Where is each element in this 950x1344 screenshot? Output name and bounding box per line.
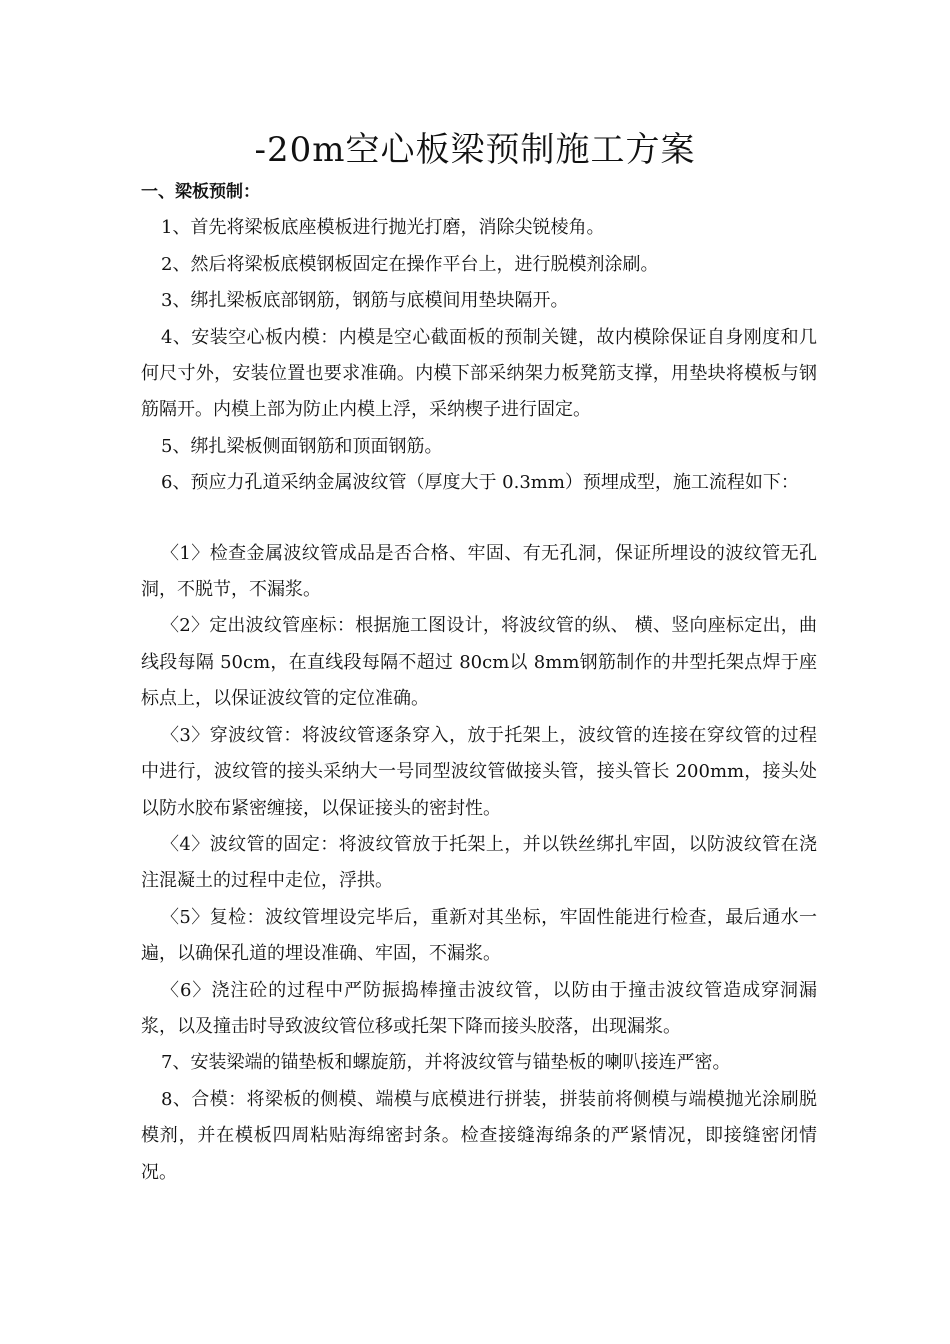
step-5: 〈5〉复检：波纹管埋设完毕后，重新对其坐标，牢固性能进行检查，最后通水一遍，以确保孔道的埋设准确、牢固，不漏浆。: [141, 906, 817, 965]
step-2: 〈2〉定出波纹管座标：根据施工图设计，将波纹管的纵、 横、竖向座标定出，曲线段每隔 50cm，在直线段每隔不超过 80cm以 8mm钢筋制作的井型托架点焊于座标点上，以保证波纹管的定位准确。: [141, 615, 817, 710]
paragraph-1: 1、首先将梁板底座模板进行抛光打磨，消除尖锐棱角。: [161, 217, 605, 239]
step-6: 〈6〉浇注砼的过程中严防振捣棒撞击波纹管，以防由于撞击波纹管造成穿洞漏浆，以及撞击时导致波纹管位移或托架下降而接头胶落，出现漏浆。: [141, 979, 817, 1037]
step-3: 〈3〉穿波纹管：将波纹管逐条穿入，放于托架上，波纹管的连接在穿纹管的过程中进行，波纹管的接头采纳大一号同型波纹管做接头管，接头管长 200mm，接头处以防水胶布紧密缠接，以保证接头的密封性。: [141, 724, 817, 819]
paragraph-5: 5、绑扎梁板侧面钢筋和顶面钢筋。: [161, 435, 443, 457]
blank-gap: [141, 502, 817, 536]
document-body: [141, 174, 817, 1191]
paragraph-4: 4、安装空心板内模：内模是空心截面板的预制关键，故内模除保证自身刚度和几何尺寸外，安装位置也要求准确。内模下部采纳架力板凳筋支撑，用垫块将模板与钢筋隔开。内模上部为防止内模上浮，采纳楔子进行固定。: [141, 326, 817, 421]
document-title: -20m空心板梁预制施工方案: [254, 130, 696, 170]
paragraph-8: 8、合模：将梁板的侧模、端模与底模进行拼装，拼装前将侧模与端模抛光涂刷脱模剂，并在模板四周粘贴海绵密封条。检查接缝海绵条的严紧情况，即接缝密闭情况。: [141, 1088, 817, 1183]
paragraph-2: 2、然后将梁板底模钢板固定在操作平台上，进行脱模剂涂刷。: [161, 253, 659, 275]
paragraph-6: 6、预应力孔道采纳金属波纹管（厚度大于 0.3mm）预埋成型，施工流程如下：: [161, 472, 799, 494]
step-4: 〈4〉波纹管的固定：将波纹管放于托架上，并以铁丝绑扎牢固，以防波纹管在浇注混凝土的过程中走位，浮拱。: [141, 833, 817, 892]
step-1: 〈1〉检查金属波纹管成品是否合格、牢固、有无孔洞，保证所埋设的波纹管无孔洞，不脱节，不漏浆。: [141, 542, 817, 601]
paragraph-7: 7、安装梁端的锚垫板和螺旋筋，并将波纹管与锚垫板的喇叭接连严密。: [161, 1052, 731, 1074]
section-heading: 一、梁板预制：: [141, 182, 260, 202]
paragraph-3: 3、绑扎梁板底部钢筋，钢筋与底模间用垫块隔开。: [161, 290, 569, 312]
